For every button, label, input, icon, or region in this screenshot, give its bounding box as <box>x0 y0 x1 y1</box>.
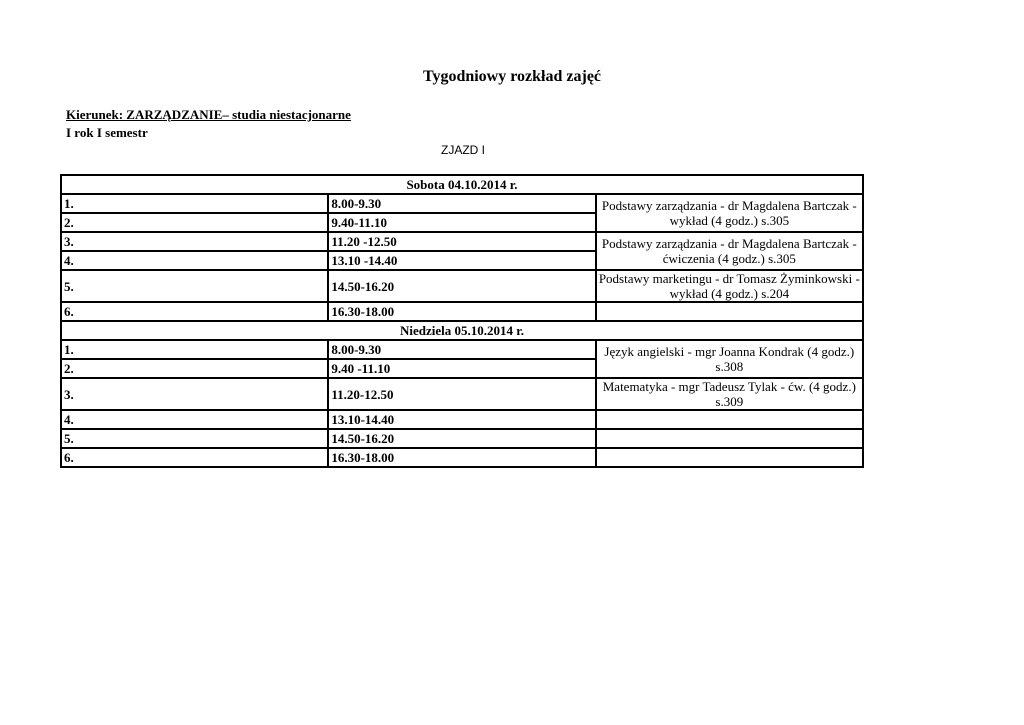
slot-time: 16.30-18.00 <box>328 448 595 467</box>
slot-number: 3. <box>61 378 328 410</box>
subject-cell: Matematyka - mgr Tadeusz Tylak - ćw. (4 godz.) s.309 <box>596 378 863 410</box>
slot-number: 6. <box>61 302 328 321</box>
table-row <box>61 448 863 467</box>
table-row <box>61 270 863 302</box>
slot-time: 13.10-14.40 <box>328 410 595 429</box>
slot-number: 4. <box>61 251 328 270</box>
table-row <box>61 378 863 410</box>
slot-number: 2. <box>61 359 328 378</box>
slot-number: 5. <box>61 429 328 448</box>
slot-time: 8.00-9.30 <box>328 340 595 359</box>
table-row <box>61 429 863 448</box>
subject-cell: Podstawy zarządzania - dr Magdalena Bartczak - ćwiczenia (4 godz.) s.305 <box>596 232 863 270</box>
table-row <box>61 194 863 213</box>
slot-time: 14.50-16.20 <box>328 429 595 448</box>
subject-cell: Podstawy zarządzania - dr Magdalena Bartczak - wykład (4 godz.) s.305 <box>596 194 863 232</box>
slot-time: 8.00-9.30 <box>328 194 595 213</box>
slot-number: 5. <box>61 270 328 302</box>
subject-cell <box>596 448 863 467</box>
slot-time: 13.10 -14.40 <box>328 251 595 270</box>
subject-cell: Język angielski - mgr Joanna Kondrak (4 godz.) s.308 <box>596 340 863 378</box>
slot-number: 6. <box>61 448 328 467</box>
slot-number: 3. <box>61 232 328 251</box>
day-header-row <box>61 175 863 194</box>
schedule-table <box>60 174 864 468</box>
day-header: Sobota 04.10.2014 r. <box>61 175 863 194</box>
year-semester-label: I rok I semestr <box>66 125 148 140</box>
slot-time: 11.20-12.50 <box>328 378 595 410</box>
subject-cell: Podstawy marketingu - dr Tomasz Żyminkowski - wykład (4 godz.) s.204 <box>596 270 863 302</box>
slot-number: 1. <box>61 194 328 213</box>
day-header: Niedziela 05.10.2014 r. <box>61 321 863 340</box>
slot-time: 14.50-16.20 <box>328 270 595 302</box>
slot-time: 11.20 -12.50 <box>328 232 595 251</box>
table-row <box>61 410 863 429</box>
table-row <box>61 302 863 321</box>
table-row <box>61 232 863 251</box>
slot-time: 9.40 -11.10 <box>328 359 595 378</box>
subject-cell <box>596 410 863 429</box>
subject-cell <box>596 302 863 321</box>
page-title: Tygodniowy rozkład zajęć <box>422 68 602 85</box>
slot-number: 2. <box>61 213 328 232</box>
day-header-row <box>61 321 863 340</box>
table-row <box>61 340 863 359</box>
slot-time: 16.30-18.00 <box>328 302 595 321</box>
slot-number: 4. <box>61 410 328 429</box>
slot-number: 1. <box>61 340 328 359</box>
subject-cell <box>596 429 863 448</box>
zjazd-label: ZJAZD I <box>441 143 485 157</box>
slot-time: 9.40-11.10 <box>328 213 595 232</box>
kierunek-label: Kierunek: ZARZĄDZANIE– studia niestacjonarne <box>66 107 351 122</box>
